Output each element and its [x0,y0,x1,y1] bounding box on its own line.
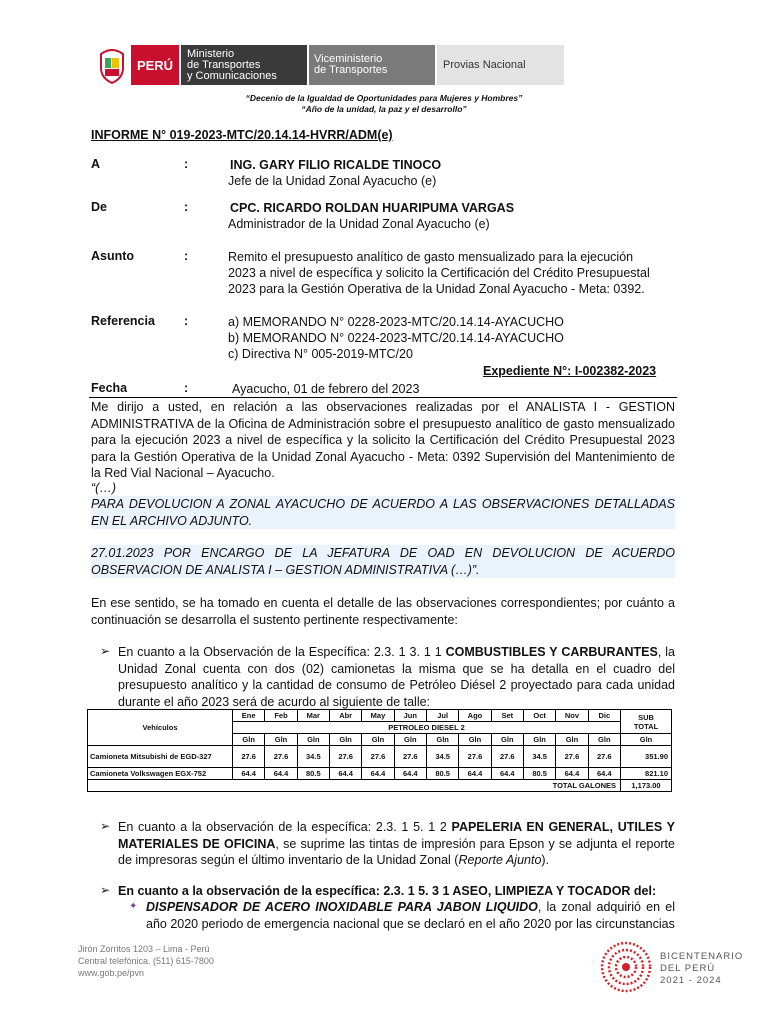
reference-colon: : [184,314,189,328]
report-title: INFORME N° 019-2023-MTC/20.14.14-HVRR/ADM(e) [91,128,393,142]
diamond-bullet-icon: ✦ [129,901,138,912]
fuel-type: PETROLEO DIESEL 2 [233,722,621,734]
peru-coat-of-arms-icon [97,48,127,84]
table-row: Camioneta Volkswagen EGX-752 64.4 64.4 80.5 64.4 64.4 64.4 80.5 64.4 64.4 80.5 64.4 64.4 821.10 [88,768,672,780]
bullet-cleaning: En cuanto a la observación de la específica: 2.3. 1 5. 3 1 ASEO, LIMPIEZA Y TOCADOR del: [118,884,657,898]
motto-line-1: “Decenio de la Igualdad de Oportunidades para Mujeres y Hombres” [245,93,523,103]
quote-ellipsis: “(…) [91,481,116,495]
to-colon: : [184,157,189,171]
bullet-stationery: En cuanto a la observación de la específica: 2.3. 1 5. 1 2 PAPELERIA EN GENERAL, UTILES Y MATERIALES DE OFICINA, se suprime las tintas de impresión para Epson y se adjunta el reporte de impresoras según el último inventario de la Unidad Zonal (Reporte Ajunto). [118,820,675,867]
quote-2: 27.01.2023 POR ENCARGO DE LA JEFATURA DE OAD EN DEVOLUCION DE ACUERDO OBSERVACION DE ANALISTA I – GESTION ADMINISTRATIVA (…)”. [91,546,675,577]
bicentenario-text: BICENTENARIO DEL PERÚ 2021 - 2024 [660,951,744,986]
total-row: TOTAL GALONES 1,173.00 [88,780,672,792]
bullet-fuel: En cuanto a la Observación de la Específica: 2.3. 1 3. 1 1 COMBUSTIBLES Y CARBURANTES, la Unidad Zonal cuenta con dos (02) camionetas la misma que se ha detalla en el cuadro del presupuesto analítico y la cantidad de consumo de Petróleo Diésel 2 proyectado para cada unidad durante el año 2023 será de acurdo al siguiente de talle: [118,645,675,709]
to-name: ING. GARY FILIO RICALDE TINOCO [230,158,442,172]
subject-colon: : [184,249,189,263]
bicentenario-logo-icon [597,940,655,994]
reference-label: Referencia [91,314,155,328]
viceministry-logo: Viceministerio de Transportes [309,45,435,85]
peru-logo: PERÚ [131,45,179,85]
divider [89,397,677,398]
arrow-bullet-icon: ➢ [100,819,111,833]
arrow-bullet-icon: ➢ [100,644,111,658]
arrow-bullet-icon: ➢ [100,883,111,897]
reference-list: a) MEMORANDO N° 0228-2023-MTC/20.14.14-AYACUCHO b) MEMORANDO N° 0224-2023-MTC/20.14.14-AYACUCHO c) Directiva N° 005-2019-MTC/20 [228,315,564,361]
subject-label: Asunto [91,249,135,263]
expediente-number: Expediente N°: I-002382-2023 [483,364,657,378]
to-role: Jefe de la Unidad Zonal Ayacucho (e) [228,174,437,188]
table-row: Camioneta Mitsubishi de EGD-327 27.6 27.6 34.5 27.6 27.6 27.6 34.5 27.6 27.6 34.5 27.6 27.6 351.90 [88,746,672,768]
from-label: De [91,200,107,214]
subject-text: Remito el presupuesto analítico de gasto mensualizado para la ejecución 2023 a nivel de específica y solicito la Certificación del Crédito Presupuestal 2023 para la Gestión Operativa de la Unidad Zonal Ayacucho - Meta: 0392. [228,250,650,296]
date-value: Ayacucho, 01 de febrero del 2023 [232,382,420,396]
footer-address: Jirón Zorritos 1203 – Lima - Perú Central telefónica. (511) 615-7800 www.gob.pe/pvn [78,944,214,978]
from-colon: : [184,200,189,214]
vehicle-header: Vehículos [88,710,233,746]
to-label: A [91,157,101,171]
from-role: Administrador de la Unidad Zonal Ayacucho (e) [228,217,490,231]
date-label: Fecha [91,381,128,395]
fuel-table: Vehículos Ene Feb Mar Abr May Jun Jul Ago Set Oct Nov Dic SUB TOTAL PETROLEO DIESEL 2 Gln Gln Gln Gln Gln Gln Gln Gln Gln Gln Gln Gln Gln Camioneta Mitsubishi de EGD-327 27.6 27.6 34.5 27.6 27.6 27.6 34.5 27.6 27.6 34.5 27.6 27.6 351.90 Camioneta Volkswagen EGX-752 64.4 64.4 80.5 64.4 64.4 64.4 80.5 64.4 64.4 80.5 64.4 64.4 821.10 TOTAL GALONES 1,173.00 [87,709,672,792]
provias-logo: Provias Nacional [437,45,564,85]
bullet-dispenser: DISPENSADOR DE ACERO INOXIDABLE PARA JABON LIQUIDO, la zonal adquirió en el año 2020 periodo de emergencia nacional que se declaró en el año 2020 por las circunstancias [146,900,676,931]
subtotal-header: SUB TOTAL [621,710,672,734]
motto-line-2: “Año de la unidad, la paz y el desarrollo” [301,104,467,114]
date-colon: : [184,381,189,395]
from-name: CPC. RICARDO ROLDAN HUARIPUMA VARGAS [230,201,515,215]
ministry-logo: Ministerio de Transportes y Comunicaciones [181,45,307,85]
quote-1: PARA DEVOLUCION A ZONAL AYACUCHO DE ACUERDO A LAS OBSERVACIONES DETALLADAS EN EL ARCHIVO ADJUNTO. [91,497,675,528]
sense-paragraph: En ese sentido, se ha tomado en cuenta el detalle de las observaciones correspondientes; por cuánto a continuación se desarrolla el sustento pertinente respectivamente: [91,596,675,627]
intro-paragraph: Me dirijo a usted, en relación a las observaciones realizadas por el ANALISTA I - GESTION ADMINISTRATIVA de la Oficina de Administración sobre el presupuesto analítico de gasto mensualizado para la ejecución 2023 a nivel de específica y la solicito la Certificación del Crédito Presupuestal 2023 para la Gestión Operativa de la Unidad Zonal Ayacucho - Meta: 0392 Supervisión del Mantenimiento de la Red Vial Nacional – Ayacucho. [91,400,675,480]
